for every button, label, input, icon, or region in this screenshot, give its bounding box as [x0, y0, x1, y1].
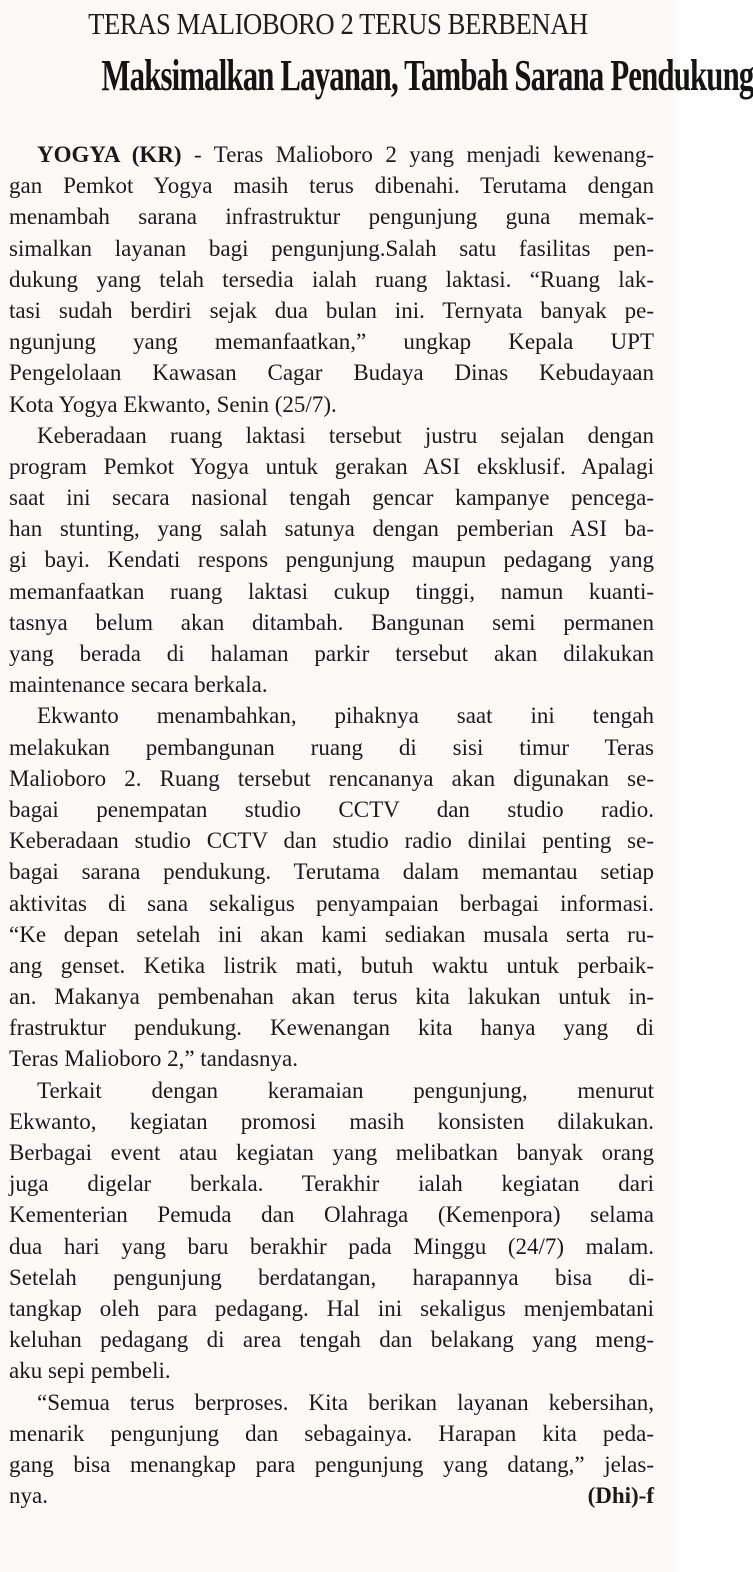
body-line: tasnya belum akan ditambah. Bangunan semi permanen	[9, 609, 654, 635]
paragraph-2	[9, 420, 654, 701]
body-line: Berbagai event atau kegiatan yang melibatkan banyak orang	[9, 1140, 654, 1165]
body-line: melakukan pembangunan ruang di sisi timur Teras	[9, 734, 654, 760]
body-line: memanfaatkan ruang laktasi cukup tinggi, namun kuanti-	[9, 578, 654, 604]
main-headline: Maksimalkan Layanan, Tambah Sarana Pendukung	[101, 51, 753, 100]
body-line: “Semua terus berproses. Kita berikan layanan kebersihan,	[37, 1389, 654, 1415]
body-line: Kota Yogya Ekwanto, Senin (25/7).	[9, 391, 337, 417]
body-line: gan Pemkot Yogya masih terus dibenahi. Terutama dengan	[9, 173, 654, 199]
body-line: keluhan pedagang di area tengah dan belakang yang meng-	[9, 1327, 654, 1353]
body-line: simalkan layanan bagi pengunjung.Salah satu fasilitas pen-	[9, 235, 654, 261]
body-line: program Pemkot Yogya untuk gerakan ASI eksklusif. Apalagi	[9, 453, 654, 479]
body-line: Keberadaan ruang laktasi tersebut justru sejalan dengan	[37, 422, 654, 448]
paragraph-3	[9, 700, 654, 1074]
body-line: Malioboro 2. Ruang tersebut rencananya akan digunakan se-	[9, 765, 654, 791]
body-line: dukung yang telah tersedia ialah ruang laktasi. “Ruang lak-	[9, 266, 654, 292]
body-line: frastruktur pendukung. Kewenangan kita hanya yang di	[9, 1015, 654, 1041]
body-line: tasi sudah berdiri sejak dua bulan ini. Ternyata banyak pe-	[9, 297, 654, 323]
body-line: dua hari yang baru berakhir pada Minggu (24/7) malam.	[9, 1233, 654, 1259]
body-line: yang berada di halaman parkir tersebut akan dilakukan	[9, 641, 654, 666]
body-line: “Ke depan setelah ini akan kami sediakan musala serta ru-	[9, 921, 654, 947]
body-line: maintenance secara berkala.	[9, 672, 268, 698]
author-credit: (Dhi)-f	[587, 1483, 654, 1509]
body-line: menarik pengunjung dan sebagainya. Harapan kita peda-	[9, 1420, 654, 1446]
paragraph-1	[9, 139, 654, 420]
body-line: juga digelar berkala. Terakhir ialah kegiatan dari	[9, 1171, 654, 1197]
paragraph-4	[9, 1075, 654, 1387]
body-line: Kementerian Pemuda dan Olahraga (Kemenpora) selama	[9, 1202, 654, 1228]
body-line: Pengelolaan Kawasan Cagar Budaya Dinas Kebudayaan	[9, 360, 654, 386]
body-line: Keberadaan studio CCTV dan studio radio dinilai penting se-	[9, 828, 654, 854]
body-line: Ekwanto, kegiatan promosi masih konsisten dilakukan.	[9, 1108, 654, 1134]
body-line: bagai sarana pendukung. Terutama dalam memantau setiap	[9, 859, 654, 885]
body-line: bagai penempatan studio CCTV dan studio radio.	[9, 796, 654, 822]
body-line: YOGYA (KR) - Teras Malioboro 2 yang menjadi kewenang-	[37, 142, 654, 167]
paragraph-5	[9, 1387, 654, 1512]
body-line: nya.	[9, 1483, 48, 1509]
body-line: tangkap oleh para pedagang. Hal ini sekaligus menjembatani	[9, 1295, 654, 1321]
body-line: Terkait dengan keramaian pengunjung, menurut	[37, 1077, 654, 1103]
body-line: aku sepi pembeli.	[9, 1358, 171, 1384]
body-line: Teras Malioboro 2,” tandasnya.	[9, 1046, 298, 1072]
body-line: ang genset. Ketika listrik mati, butuh waktu untuk perbaik-	[9, 952, 654, 978]
body-line: Ekwanto menambahkan, pihaknya saat ini tengah	[37, 703, 654, 729]
article-body	[9, 139, 654, 1511]
body-line: saat ini secara nasional tengah gencar kampanye pencega-	[9, 485, 654, 511]
signoff-line	[9, 1480, 654, 1511]
body-line: an. Makanya pembenahan akan terus kita lakukan untuk in-	[9, 984, 654, 1010]
body-line: Setelah pengunjung berdatangan, harapannya bisa di-	[9, 1264, 654, 1290]
body-line: aktivitas di sana sekaligus penyampaian berbagai informasi.	[9, 890, 654, 916]
dateline: YOGYA (KR)	[37, 142, 182, 167]
body-line: menambah sarana infrastruktur pengunjung guna memak-	[9, 204, 654, 230]
body-line: gang bisa menangkap para pengunjung yang datang,” jelas-	[9, 1451, 654, 1477]
body-line: gi bayi. Kendati respons pengunjung maupun pedagang yang	[9, 547, 654, 573]
kicker-headline: TERAS MALIOBORO 2 TERUS BERBENAH	[88, 6, 588, 41]
body-line: ngunjung yang memanfaatkan,” ungkap Kepala UPT	[9, 329, 654, 355]
body-line: han stunting, yang salah satunya dengan pemberian ASI ba-	[9, 516, 654, 542]
